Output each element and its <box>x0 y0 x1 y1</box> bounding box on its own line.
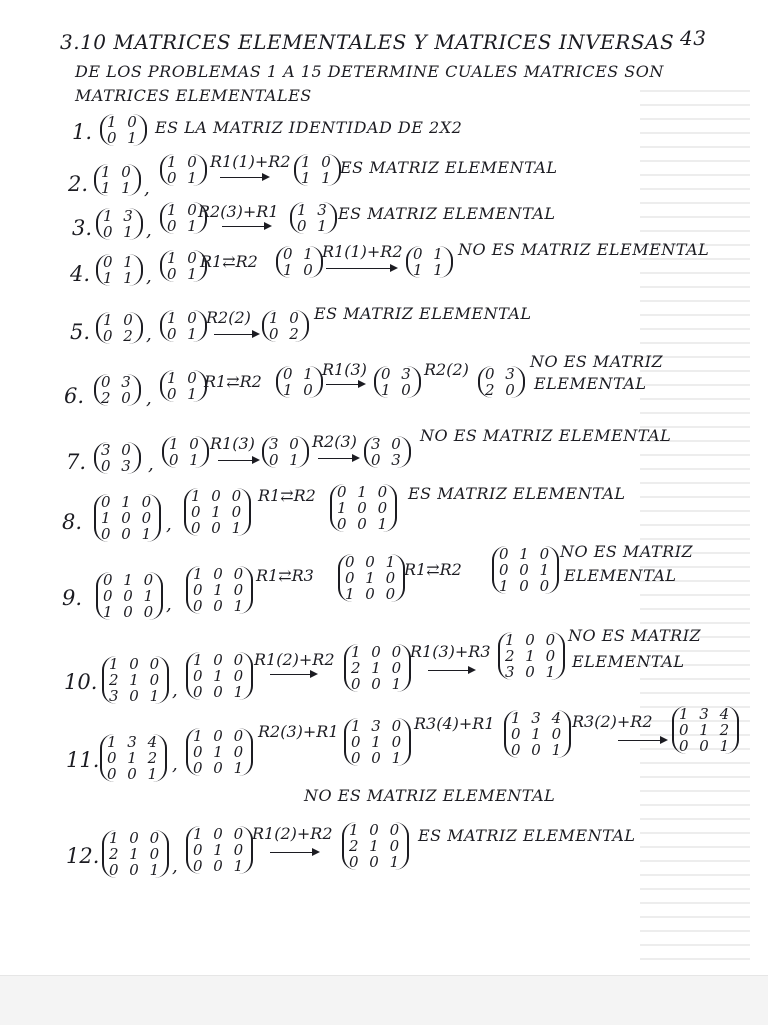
matrix-row: 1 0 0 <box>505 631 559 649</box>
matrix-row: 1 3 4 <box>511 709 565 727</box>
arrow-icon <box>222 226 270 227</box>
conclusion: ES MATRIZ ELEMENTAL <box>314 304 532 323</box>
conclusion: ES MATRIZ ELEMENTAL <box>408 484 626 503</box>
matrix-row: 0 0 1 <box>193 683 247 701</box>
matrix <box>102 656 169 704</box>
bleed-through-marks <box>640 90 750 970</box>
matrix-row: 0 1 <box>413 245 446 263</box>
comma: , <box>146 220 152 241</box>
matrix-row: 1 1 <box>413 261 446 279</box>
matrix-row: 0 1 <box>269 451 302 469</box>
problem-number: 11. <box>66 748 100 772</box>
matrix-row: 1 0 <box>301 153 334 171</box>
matrix <box>94 494 161 542</box>
conclusion-line-2: ELEMENTAL <box>534 374 647 393</box>
arrow-icon <box>220 177 268 178</box>
matrix-row: 0 1 <box>103 253 136 271</box>
matrix-row: 2 1 0 <box>109 671 163 689</box>
matrix-row: 0 1 <box>167 265 200 283</box>
matrix-row: 0 3 <box>101 457 134 475</box>
arrow-icon <box>270 674 316 675</box>
conclusion: NO ES MATRIZ ELEMENTAL <box>420 426 672 445</box>
matrix-row: 1 0 0 <box>499 577 553 595</box>
matrix-row: 2 1 0 <box>349 837 403 855</box>
comma: , <box>146 324 152 345</box>
comma: , <box>172 856 178 877</box>
matrix-row: 0 0 1 <box>193 597 247 615</box>
row-operation: R1(2)+R2 <box>252 824 333 843</box>
matrix <box>162 436 209 468</box>
row-operation: R2(3) <box>312 432 357 451</box>
matrix <box>186 652 253 700</box>
matrix-row: 2 0 <box>485 381 518 399</box>
matrix <box>94 442 141 474</box>
problem-number: 4. <box>70 262 91 286</box>
matrix-row: 1 0 <box>167 201 200 219</box>
matrix-row: 0 0 1 <box>511 741 565 759</box>
matrix-row: 1 0 0 <box>101 509 155 527</box>
matrix-row: 1 0 <box>269 309 302 327</box>
statement: ES LA MATRIZ IDENTIDAD DE 2X2 <box>155 118 463 137</box>
comma: , <box>146 388 152 409</box>
matrix <box>374 366 421 398</box>
matrix <box>406 246 453 278</box>
matrix <box>160 310 207 342</box>
matrix-row: 0 1 0 <box>351 733 405 751</box>
matrix-row: 1 0 0 <box>191 487 245 505</box>
arrow-icon <box>218 460 258 461</box>
matrix-row: 0 0 1 <box>499 561 553 579</box>
matrix-row: 0 0 1 <box>103 587 157 605</box>
row-operation: R2(3)+R1 <box>198 202 279 221</box>
matrix-row: 1 0 <box>167 369 200 387</box>
matrix <box>504 710 571 758</box>
conclusion: NO ES MATRIZ ELEMENTAL <box>304 786 556 805</box>
matrix <box>492 546 559 594</box>
matrix-row: 0 0 1 <box>193 759 247 777</box>
matrix-row: 1 3 4 <box>107 733 161 751</box>
matrix-row: 1 0 <box>103 311 136 329</box>
row-operation: R1⇄R2 <box>204 372 262 391</box>
problem-number: 1. <box>72 120 93 144</box>
matrix-row: 0 1 0 <box>337 483 391 501</box>
matrix-row: 1 0 <box>101 163 134 181</box>
matrix <box>344 644 411 692</box>
row-operation: R1⇄R2 <box>258 486 316 505</box>
matrix-row: 3 0 <box>269 435 302 453</box>
problem-number: 2. <box>68 172 89 196</box>
matrix-row: 2 0 <box>101 389 134 407</box>
matrix-row: 0 1 <box>103 223 136 241</box>
matrix <box>160 154 207 186</box>
matrix-row: 1 1 <box>301 169 334 187</box>
matrix-row: 0 0 1 <box>345 553 399 571</box>
matrix-row: 0 1 <box>167 325 200 343</box>
matrix-row: 2 1 0 <box>505 647 559 665</box>
matrix-row: 0 1 0 <box>193 743 247 761</box>
matrix <box>478 366 525 398</box>
matrix <box>186 728 253 776</box>
conclusion: ES MATRIZ ELEMENTAL <box>338 204 556 223</box>
matrix-row: 1 0 <box>107 113 140 131</box>
problem-number: 3. <box>72 216 93 240</box>
row-operation: R1(3) <box>322 360 367 379</box>
matrix-row: 0 2 <box>103 327 136 345</box>
matrix <box>364 436 411 468</box>
matrix-row: 0 3 <box>101 373 134 391</box>
matrix-row: 1 3 0 <box>351 717 405 735</box>
conclusion: ES MATRIZ ELEMENTAL <box>340 158 558 177</box>
matrix-row: 3 0 1 <box>109 687 163 705</box>
matrix-row: 1 0 0 <box>349 821 403 839</box>
matrix-row: 0 1 0 <box>193 667 247 685</box>
matrix-row: 1 0 <box>381 381 414 399</box>
matrix-row: 0 0 1 <box>191 519 245 537</box>
problem-number: 12. <box>66 844 100 868</box>
instruction-line-1: DE LOS PROBLEMAS 1 A 15 DETERMINE CUALES MATRICES SON <box>75 62 664 81</box>
matrix-row: 1 0 <box>167 309 200 327</box>
matrix <box>102 830 169 878</box>
problem-number: 9. <box>62 586 83 610</box>
matrix-row: 0 0 1 <box>351 675 405 693</box>
row-operation: R2(2) <box>206 308 251 327</box>
matrix <box>96 254 143 286</box>
arrow-icon <box>326 384 364 385</box>
matrix <box>100 734 167 782</box>
arrow-icon <box>318 458 358 459</box>
matrix <box>160 370 207 402</box>
matrix-row: 1 0 <box>283 261 316 279</box>
matrix-row: 1 3 <box>103 207 136 225</box>
row-operation: R1⇄R2 <box>200 252 258 271</box>
matrix-row: 1 0 <box>167 249 200 267</box>
matrix-row: 0 1 0 <box>345 569 399 587</box>
matrix <box>290 202 337 234</box>
matrix-row: 0 0 1 <box>101 525 155 543</box>
row-operation: R2(3)+R1 <box>258 722 339 741</box>
matrix-row: 0 1 0 <box>103 571 157 589</box>
matrix-row: 1 0 0 <box>337 499 391 517</box>
arrow-icon <box>618 740 666 741</box>
scanner-margin <box>0 975 768 1025</box>
matrix-row: 0 1 <box>169 451 202 469</box>
page-number: 43 <box>680 26 707 50</box>
problem-number: 5. <box>70 320 91 344</box>
matrix-row: 1 0 0 <box>193 651 247 669</box>
matrix-row: 0 1 0 <box>499 545 553 563</box>
arrow-icon <box>428 670 474 671</box>
matrix <box>96 312 143 344</box>
matrix <box>342 822 409 870</box>
matrix-row: 0 3 <box>371 451 404 469</box>
matrix-row: 1 3 <box>297 201 330 219</box>
comma: , <box>166 594 172 615</box>
row-operation: R1(2)+R2 <box>254 650 335 669</box>
problem-number: 10. <box>64 670 98 694</box>
section-title: 3.10 MATRICES ELEMENTALES Y MATRICES INVERSAS <box>60 30 675 54</box>
matrix <box>96 572 163 620</box>
matrix-row: 1 0 0 <box>103 603 157 621</box>
comma: , <box>172 680 178 701</box>
conclusion-line-1: NO ES MATRIZ <box>530 352 664 371</box>
matrix <box>276 366 323 398</box>
matrix-row: 1 0 0 <box>345 585 399 603</box>
matrix <box>344 718 411 766</box>
matrix-row: 0 0 1 <box>337 515 391 533</box>
matrix-row: 0 1 <box>283 365 316 383</box>
matrix-row: 0 0 1 <box>107 765 161 783</box>
row-operation: R1(3) <box>210 434 255 453</box>
matrix-row: 0 1 <box>167 169 200 187</box>
matrix-row: 0 0 1 <box>351 749 405 767</box>
matrix-row: 0 0 1 <box>679 737 733 755</box>
matrix-row: 0 1 0 <box>193 581 247 599</box>
conclusion: ES MATRIZ ELEMENTAL <box>418 826 636 845</box>
row-operation: R1⇄R2 <box>404 560 462 579</box>
matrix-row: 0 2 <box>269 325 302 343</box>
matrix-row: 1 0 0 <box>109 829 163 847</box>
matrix-row: 1 0 <box>283 381 316 399</box>
matrix-row: 1 0 <box>169 435 202 453</box>
row-operation: R1⇄R3 <box>256 566 314 585</box>
row-operation: R3(4)+R1 <box>414 714 495 733</box>
row-operation: R1(1)+R2 <box>322 242 403 261</box>
matrix-row: 0 1 0 <box>101 493 155 511</box>
arrow-icon <box>270 852 318 853</box>
matrix-row: 1 0 0 <box>193 565 247 583</box>
instruction-line-2: MATRICES ELEMENTALES <box>75 86 312 105</box>
matrix <box>94 164 141 196</box>
matrix-row: 1 0 0 <box>109 655 163 673</box>
matrix <box>262 310 309 342</box>
arrow-icon <box>214 334 258 335</box>
comma: , <box>146 266 152 287</box>
matrix <box>672 706 739 754</box>
matrix-row: 0 0 1 <box>109 861 163 879</box>
comma: , <box>144 178 150 199</box>
problem-number: 8. <box>62 510 83 534</box>
matrix-row: 0 1 2 <box>107 749 161 767</box>
matrix <box>330 484 397 532</box>
matrix-row: 1 3 4 <box>679 705 733 723</box>
matrix-row: 2 1 0 <box>109 845 163 863</box>
matrix-row: 3 0 <box>371 435 404 453</box>
row-operation: R1(3)+R3 <box>410 642 491 661</box>
matrix <box>262 436 309 468</box>
matrix <box>498 632 565 680</box>
matrix-row: 0 1 <box>167 217 200 235</box>
conclusion-line-2: ELEMENTAL <box>564 566 677 585</box>
matrix-row: 0 1 0 <box>191 503 245 521</box>
conclusion-line-1: NO ES MATRIZ <box>560 542 694 561</box>
conclusion-line-1: NO ES MATRIZ <box>568 626 702 645</box>
matrix-row: 0 3 <box>381 365 414 383</box>
matrix <box>96 208 143 240</box>
matrix-row: 1 1 <box>103 269 136 287</box>
problem-number: 7. <box>66 450 87 474</box>
row-operation: R3(2)+R2 <box>572 712 653 731</box>
matrix <box>294 154 341 186</box>
matrix <box>100 114 147 146</box>
matrix <box>94 374 141 406</box>
problem-number: 6. <box>64 384 85 408</box>
matrix-row: 1 0 0 <box>193 727 247 745</box>
matrix-row: 1 0 0 <box>351 643 405 661</box>
conclusion-line-2: ELEMENTAL <box>572 652 685 671</box>
comma: , <box>166 514 172 535</box>
matrix-row: 0 1 2 <box>679 721 733 739</box>
matrix-row: 0 1 <box>107 129 140 147</box>
matrix-row: 3 0 1 <box>505 663 559 681</box>
row-operation: R1(1)+R2 <box>210 152 291 171</box>
matrix-row: 0 0 1 <box>349 853 403 871</box>
matrix-row: 0 1 <box>297 217 330 235</box>
matrix-row: 1 0 <box>167 153 200 171</box>
matrix-row: 0 3 <box>485 365 518 383</box>
matrix <box>186 826 253 874</box>
matrix <box>338 554 405 602</box>
matrix-row: 1 0 0 <box>193 825 247 843</box>
comma: , <box>172 754 178 775</box>
row-operation: R2(2) <box>424 360 469 379</box>
matrix-row: 0 1 <box>283 245 316 263</box>
matrix-row: 1 1 <box>101 179 134 197</box>
matrix <box>184 488 251 536</box>
matrix-row: 3 0 <box>101 441 134 459</box>
arrow-icon <box>326 268 396 269</box>
comma: , <box>148 454 154 475</box>
conclusion: NO ES MATRIZ ELEMENTAL <box>458 240 710 259</box>
matrix <box>186 566 253 614</box>
matrix-row: 0 1 0 <box>511 725 565 743</box>
matrix-row: 0 1 0 <box>193 841 247 859</box>
matrix-row: 2 1 0 <box>351 659 405 677</box>
matrix-row: 0 1 <box>167 385 200 403</box>
matrix-row: 0 0 1 <box>193 857 247 875</box>
matrix <box>276 246 323 278</box>
